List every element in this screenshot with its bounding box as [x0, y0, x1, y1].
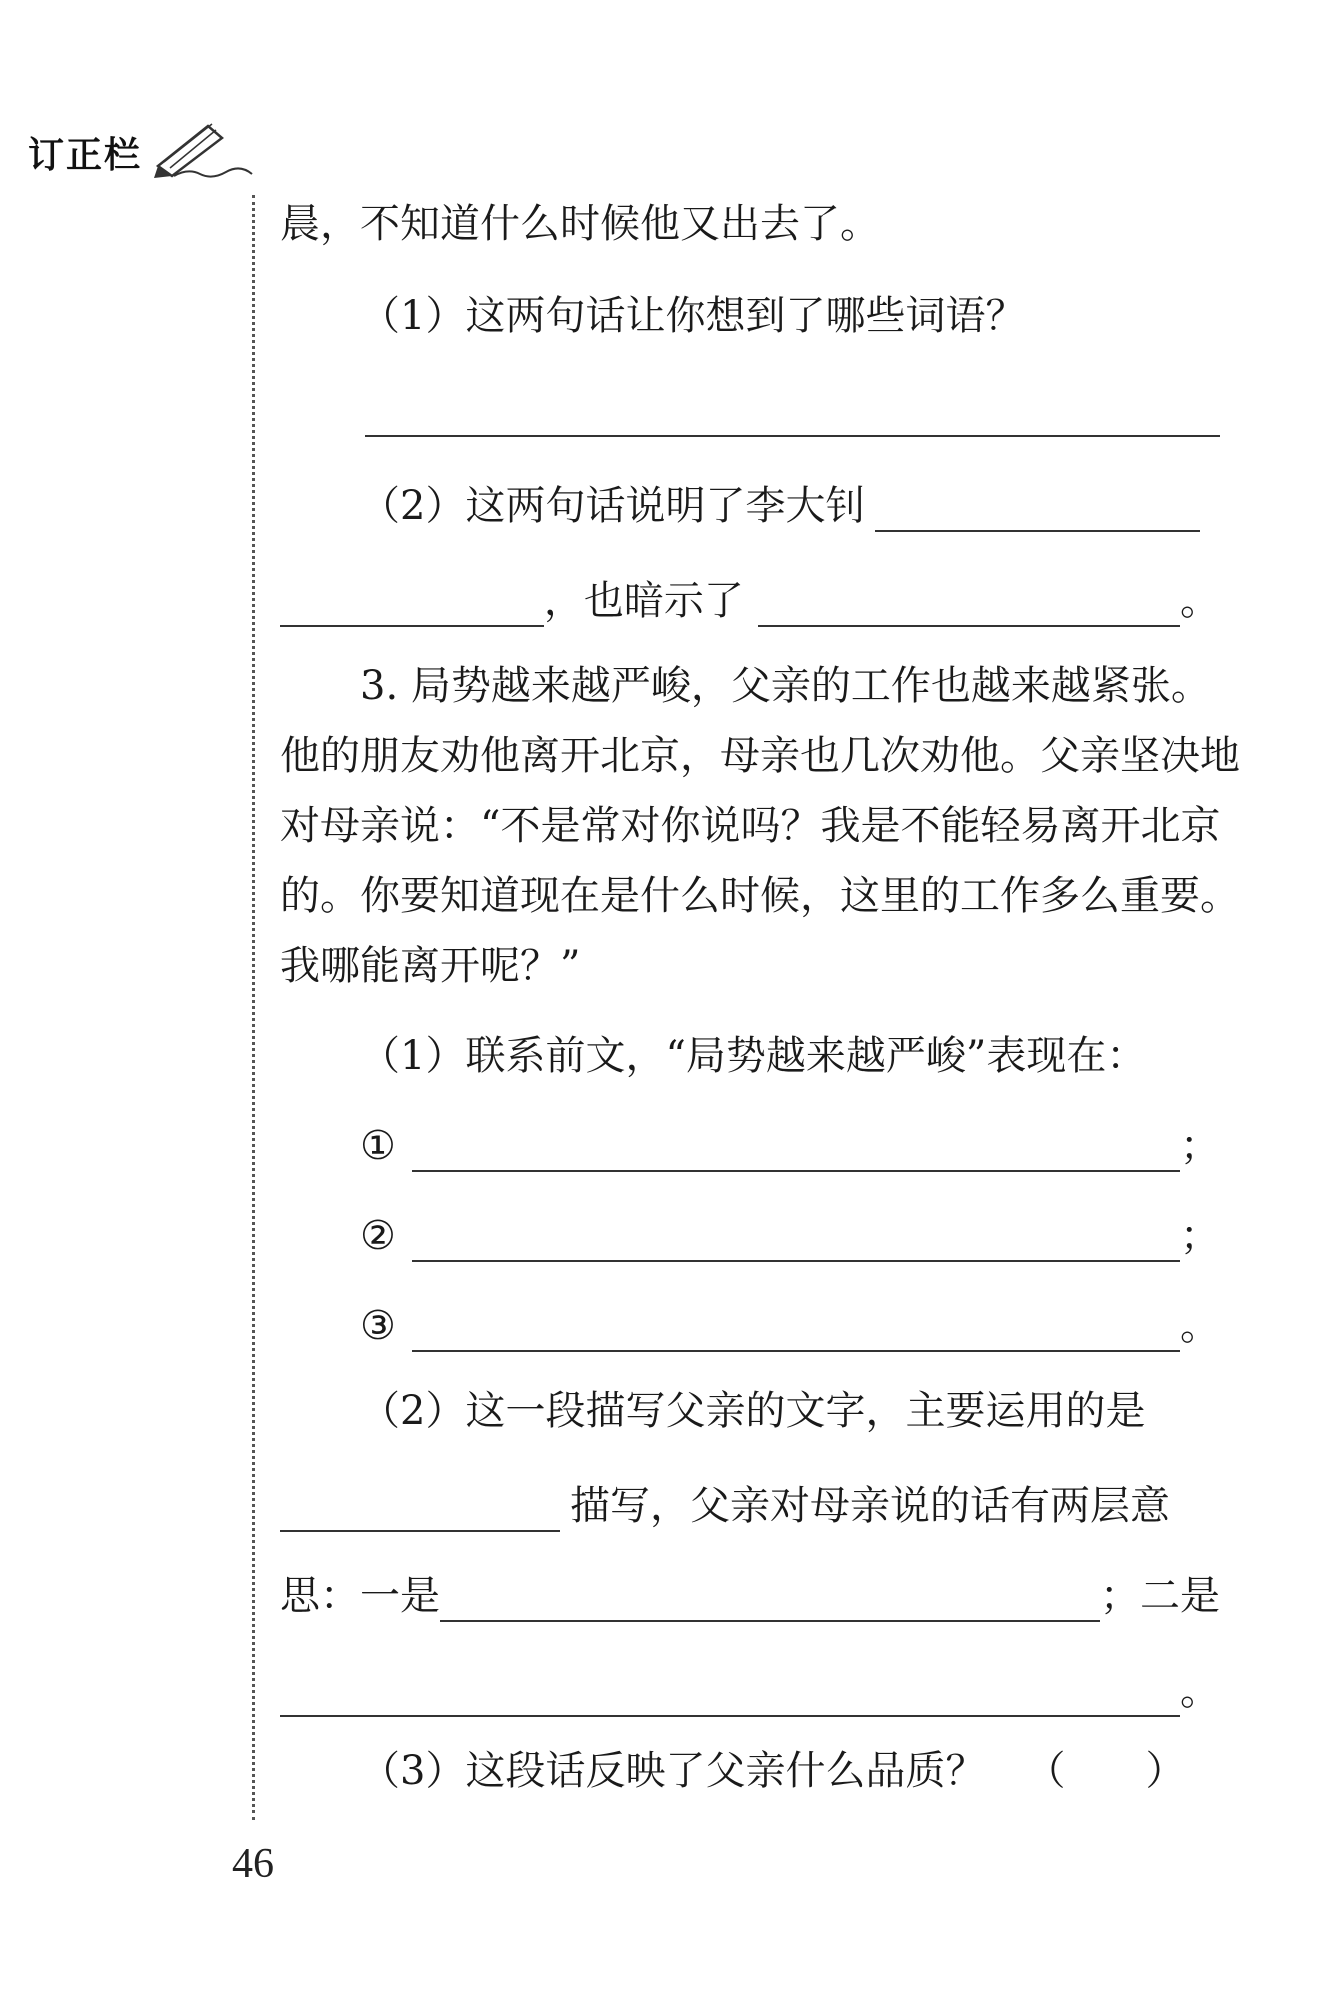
question-line	[280, 1570, 1220, 1622]
question-3-3: （3）这段话反映了父亲什么品质？	[360, 1748, 986, 1794]
passage-3-text: 的。你要知道现在是什么时候，这里的工作多么重要。	[280, 873, 1240, 919]
question-3-2-continued: 描写，父亲对母亲说的话有两层意	[570, 1483, 1170, 1529]
question-line	[280, 480, 1220, 532]
period: 。	[1180, 1668, 1220, 1714]
question-line	[280, 1385, 1220, 1437]
passage-3-text: 对母亲说：“不是常对你说吗？我是不能轻易离开北京	[280, 803, 1221, 849]
item-marker-1: ①	[360, 1123, 396, 1169]
answer-blank[interactable]	[280, 1671, 1180, 1717]
correction-margin-divider	[252, 195, 255, 1820]
page-number: 46	[232, 1841, 274, 1887]
question-line	[280, 1745, 1220, 1797]
item-marker-3: ③	[360, 1303, 396, 1349]
question-3-2-part1: 思：一是	[280, 1573, 440, 1619]
answer-blank[interactable]	[440, 1576, 1100, 1622]
correction-column-label: 订正栏	[28, 135, 143, 176]
question-3-2-part2: ；二是	[1100, 1573, 1220, 1619]
answer-blank[interactable]	[412, 1306, 1180, 1352]
passage-3-text: 我哪能离开呢？”	[280, 943, 581, 989]
semicolon: ；	[1180, 1213, 1220, 1259]
question-line	[280, 1030, 1220, 1082]
answer-blank[interactable]	[412, 1126, 1180, 1172]
text-line	[280, 660, 1220, 712]
question-line	[280, 290, 1220, 342]
question-1-2-continued: ，也暗示了	[543, 578, 744, 624]
answer-blank[interactable]	[365, 391, 1220, 437]
correction-column-header	[28, 118, 258, 178]
answer-blank[interactable]	[280, 581, 544, 627]
passage-3-text: 3. 局势越来越严峻，父亲的工作也越来越紧张。	[360, 663, 1211, 709]
answer-blank[interactable]	[875, 486, 1200, 532]
answer-blank[interactable]	[412, 1216, 1180, 1262]
answer-blank[interactable]	[758, 581, 1180, 627]
text-line	[280, 940, 1220, 992]
period: 。	[1180, 1303, 1220, 1349]
question-3-2: （2）这一段描写父亲的文字，主要运用的是	[360, 1388, 1146, 1434]
semicolon: ；	[1180, 1123, 1220, 1169]
passage-text: 晨，不知道什么时候他又出去了。	[280, 201, 880, 247]
answer-line	[280, 1300, 1220, 1352]
period: 。	[1180, 578, 1220, 624]
answer-line	[280, 1210, 1220, 1262]
answer-line	[280, 1665, 1220, 1717]
question-1-1: （1）这两句话让你想到了哪些词语？	[360, 293, 1026, 339]
question-line	[280, 1480, 1220, 1532]
pencil-icon	[148, 118, 258, 178]
item-marker-2: ②	[360, 1213, 396, 1259]
passage-3-text: 他的朋友劝他离开北京，母亲也几次劝他。父亲坚决地	[280, 733, 1240, 779]
text-line	[280, 800, 1220, 852]
answer-parentheses[interactable]: （ ）	[1025, 1748, 1186, 1794]
text-line	[280, 730, 1240, 782]
answer-blank[interactable]	[280, 1486, 560, 1532]
question-1-2: （2）这两句话说明了李大钊	[360, 483, 866, 529]
answer-line	[280, 385, 1220, 437]
question-3-1: （1）联系前文，“局势越来越严峻”表现在：	[360, 1033, 1147, 1079]
answer-line	[280, 1120, 1220, 1172]
question-line	[280, 575, 1220, 627]
text-line	[280, 870, 1240, 922]
text-line	[280, 198, 1220, 250]
